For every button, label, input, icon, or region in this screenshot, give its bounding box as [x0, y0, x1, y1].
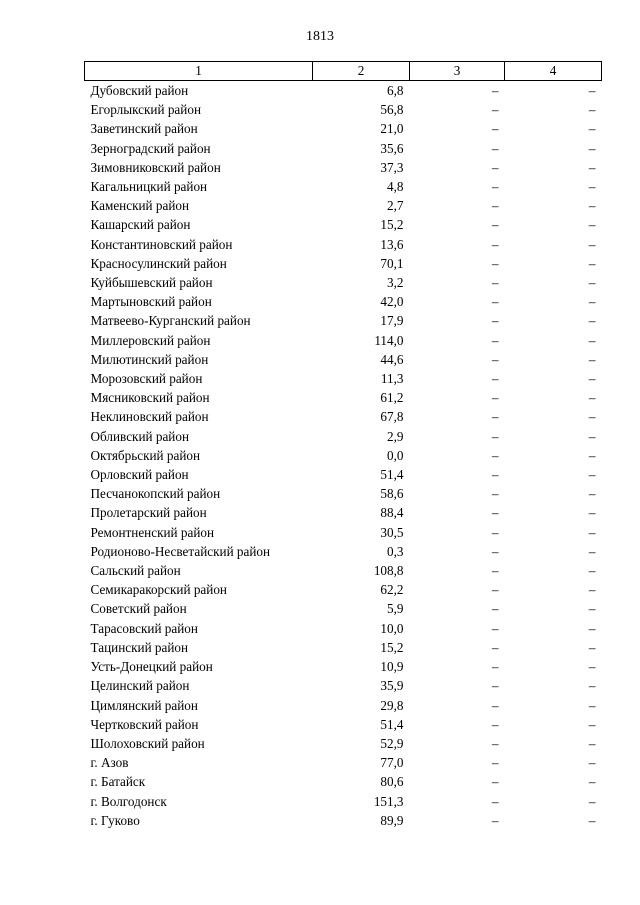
column-3-cell: – [491, 678, 499, 694]
table-row [85, 542, 602, 561]
table-row [85, 196, 602, 215]
column-4-cell: – [588, 371, 596, 387]
column-3-cell: – [491, 217, 499, 233]
table-row [85, 772, 602, 791]
table-row [85, 676, 602, 695]
column-3-cell: – [491, 563, 499, 579]
column-3-cell: – [491, 620, 499, 636]
value-cell: 0,3 [387, 543, 404, 559]
page-number: 1813 [306, 29, 334, 44]
district-name-cell: Морозовский район [90, 371, 203, 387]
column-3-cell: – [491, 371, 499, 387]
column-4-cell: – [588, 697, 596, 713]
district-name-cell: Чертковский район [90, 716, 199, 732]
district-name-cell: г. Азов [90, 755, 129, 771]
column-4-cell: – [588, 678, 596, 694]
table-row [85, 753, 602, 772]
table-row [85, 446, 602, 465]
table-row [85, 619, 602, 638]
column-4-cell: – [588, 236, 596, 252]
table-row [85, 734, 602, 753]
district-name-cell: Целинский район [90, 678, 190, 694]
district-name-cell: Егорлыкский район [90, 102, 201, 118]
column-3-cell: – [491, 716, 499, 732]
table-row [85, 273, 602, 292]
column-header-4: 4 [505, 62, 602, 81]
district-name-cell: Орловский район [90, 467, 189, 483]
table-row [85, 350, 602, 369]
column-4-cell: – [588, 659, 596, 675]
value-cell: 67,8 [380, 409, 404, 425]
column-3-cell: – [491, 332, 499, 348]
column-4-cell: – [588, 639, 596, 655]
table-row [85, 81, 602, 101]
table-row [85, 792, 602, 811]
column-3-cell: – [491, 793, 499, 809]
value-cell: 51,4 [380, 716, 404, 732]
column-3-cell: – [491, 735, 499, 751]
value-cell: 10,9 [380, 659, 404, 675]
column-3-cell: – [491, 659, 499, 675]
column-4-cell: – [588, 198, 596, 214]
table-row [85, 235, 602, 254]
value-cell: 29,8 [380, 697, 404, 713]
value-cell: 108,8 [373, 563, 404, 579]
table-row [85, 158, 602, 177]
district-name-cell: Советский район [90, 601, 187, 617]
value-cell: 13,6 [380, 236, 404, 252]
column-4-cell: – [588, 447, 596, 463]
district-name-cell: Кашарский район [90, 217, 191, 233]
value-cell: 114,0 [374, 332, 404, 348]
column-4-cell: – [588, 217, 596, 233]
column-3-cell: – [491, 447, 499, 463]
column-3-cell: – [491, 774, 499, 790]
district-name-cell: г. Гуково [90, 812, 140, 828]
district-name-cell: Шолоховский район [90, 735, 205, 751]
column-3-cell: – [491, 179, 499, 195]
table-row [85, 369, 602, 388]
value-cell: 151,3 [373, 793, 404, 809]
district-name-cell: Сальский район [90, 563, 181, 579]
district-name-cell: Неклиновский район [90, 409, 209, 425]
column-3-cell: – [491, 159, 499, 175]
data-table [84, 61, 602, 830]
district-name-cell: Кагальницкий район [90, 179, 208, 195]
value-cell: 61,2 [380, 390, 404, 406]
table-row [85, 580, 602, 599]
district-name-cell: Тарасовский район [90, 620, 198, 636]
table-row [85, 331, 602, 350]
value-cell: 62,2 [380, 582, 404, 598]
district-name-cell: Тацинский район [90, 639, 189, 655]
value-cell: 11,3 [380, 371, 404, 387]
table-row [85, 427, 602, 446]
column-4-cell: – [588, 582, 596, 598]
column-4-cell: – [588, 601, 596, 617]
table-row [85, 599, 602, 618]
table-row [85, 407, 602, 426]
value-cell: 15,2 [380, 217, 404, 233]
table-row [85, 811, 602, 830]
value-cell: 42,0 [380, 294, 404, 310]
column-3-cell: – [491, 198, 499, 214]
column-4-cell: – [588, 774, 596, 790]
value-cell: 6,8 [387, 83, 404, 98]
district-name-cell: Мясниковский район [90, 390, 210, 406]
value-cell: 77,0 [380, 755, 404, 771]
value-cell: 3,2 [387, 275, 404, 291]
district-name-cell: Дубовский район [90, 83, 189, 98]
value-cell: 70,1 [380, 255, 404, 271]
value-cell: 2,7 [387, 198, 404, 214]
table-row [85, 388, 602, 407]
column-3-cell: – [491, 467, 499, 483]
value-cell: 89,9 [380, 812, 404, 828]
value-cell: 52,9 [380, 735, 404, 751]
column-4-cell: – [588, 716, 596, 732]
column-3-cell: – [491, 505, 499, 521]
value-cell: 15,2 [380, 639, 404, 655]
column-4-cell: – [588, 543, 596, 559]
district-name-cell: Зимовниковский район [90, 159, 221, 175]
district-name-cell: г. Волгодонск [90, 793, 167, 809]
column-4-cell: – [588, 428, 596, 444]
table-row [85, 638, 602, 657]
column-4-cell: – [588, 313, 596, 329]
table-row [85, 177, 602, 196]
value-cell: 88,4 [380, 505, 404, 521]
column-4-cell: – [588, 812, 596, 828]
value-cell: 21,0 [380, 121, 404, 137]
column-4-cell: – [588, 159, 596, 175]
value-cell: 35,9 [380, 678, 404, 694]
column-4-cell: – [588, 140, 596, 156]
district-name-cell: Песчанокопский район [90, 486, 221, 502]
column-3-cell: – [491, 255, 499, 271]
column-3-cell: – [491, 486, 499, 502]
column-3-cell: – [491, 409, 499, 425]
table-body [85, 81, 602, 830]
column-header-1: 1 [85, 62, 313, 81]
column-3-cell: – [491, 755, 499, 771]
column-3-cell: – [491, 390, 499, 406]
table-row [85, 100, 602, 119]
column-3-cell: – [491, 639, 499, 655]
column-4-cell: – [588, 620, 596, 636]
district-name-cell: Цимлянский район [90, 697, 198, 713]
column-4-cell: – [588, 755, 596, 771]
table-row [85, 215, 602, 234]
district-name-cell: Родионово-Несветайский район [90, 543, 271, 559]
value-cell: 17,9 [380, 313, 404, 329]
district-name-cell: Зерноградский район [90, 140, 211, 156]
column-4-cell: – [588, 524, 596, 540]
district-name-cell: Красносулинский район [90, 255, 227, 271]
district-name-cell: Миллеровский район [90, 332, 211, 348]
table-row [85, 503, 602, 522]
district-name-cell: Матвеево-Курганский район [90, 313, 251, 329]
column-4-cell: – [588, 121, 596, 137]
district-name-cell: Семикаракорский район [90, 582, 227, 598]
column-3-cell: – [491, 351, 499, 367]
column-3-cell: – [491, 543, 499, 559]
column-4-cell: – [588, 409, 596, 425]
district-name-cell: Милютинский район [90, 351, 209, 367]
value-cell: 30,5 [380, 524, 404, 540]
table-header [85, 62, 602, 81]
column-3-cell: – [491, 524, 499, 540]
column-3-cell: – [491, 275, 499, 291]
district-name-cell: Заветинский район [90, 121, 198, 137]
table-row [85, 696, 602, 715]
column-4-cell: – [588, 275, 596, 291]
column-4-cell: – [588, 83, 596, 98]
column-3-cell: – [491, 428, 499, 444]
value-cell: 35,6 [380, 140, 404, 156]
column-3-cell: – [491, 812, 499, 828]
district-name-cell: Пролетарский район [90, 505, 207, 521]
district-name-cell: Константиновский район [90, 236, 233, 252]
value-cell: 4,8 [387, 179, 404, 195]
column-3-cell: – [491, 294, 499, 310]
table-row [85, 311, 602, 330]
column-header-3: 3 [410, 62, 505, 81]
column-4-cell: – [588, 255, 596, 271]
table-row [85, 715, 602, 734]
column-4-cell: – [588, 102, 596, 118]
table-row [85, 484, 602, 503]
value-cell: 51,4 [380, 467, 404, 483]
column-3-cell: – [491, 582, 499, 598]
table-row [85, 139, 602, 158]
table-row [85, 523, 602, 542]
value-cell: 80,6 [380, 774, 404, 790]
district-name-cell: Усть-Донецкий район [90, 659, 213, 675]
column-3-cell: – [491, 313, 499, 329]
value-cell: 58,6 [380, 486, 404, 502]
district-name-cell: Ремонтненский район [90, 524, 215, 540]
district-name-cell: Каменский район [90, 198, 190, 214]
column-4-cell: – [588, 390, 596, 406]
column-3-cell: – [491, 83, 499, 98]
value-cell: 0,0 [387, 447, 404, 463]
column-4-cell: – [588, 467, 596, 483]
district-name-cell: Мартыновский район [90, 294, 212, 310]
column-3-cell: – [491, 697, 499, 713]
column-4-cell: – [588, 332, 596, 348]
column-3-cell: – [491, 140, 499, 156]
column-4-cell: – [588, 563, 596, 579]
column-3-cell: – [491, 601, 499, 617]
value-cell: 5,9 [387, 601, 404, 617]
column-4-cell: – [588, 486, 596, 502]
column-3-cell: – [491, 102, 499, 118]
value-cell: 56,8 [380, 102, 404, 118]
value-cell: 37,3 [380, 159, 404, 175]
column-4-cell: – [588, 735, 596, 751]
value-cell: 44,6 [380, 351, 404, 367]
table-row [85, 119, 602, 138]
district-name-cell: Обливский район [90, 428, 190, 444]
column-3-cell: – [491, 236, 499, 252]
table-row [85, 561, 602, 580]
value-cell: 10,0 [380, 620, 404, 636]
column-4-cell: – [588, 179, 596, 195]
column-4-cell: – [588, 351, 596, 367]
table-row [85, 292, 602, 311]
district-name-cell: Куйбышевский район [90, 275, 213, 291]
district-name-cell: Октябрьский район [90, 447, 201, 463]
table-row [85, 254, 602, 273]
column-4-cell: – [588, 793, 596, 809]
district-name-cell: г. Батайск [90, 774, 146, 790]
column-3-cell: – [491, 121, 499, 137]
table-row [85, 657, 602, 676]
value-cell: 2,9 [387, 428, 404, 444]
table-row [85, 465, 602, 484]
column-4-cell: – [588, 294, 596, 310]
column-4-cell: – [588, 505, 596, 521]
column-header-2: 2 [313, 62, 410, 81]
